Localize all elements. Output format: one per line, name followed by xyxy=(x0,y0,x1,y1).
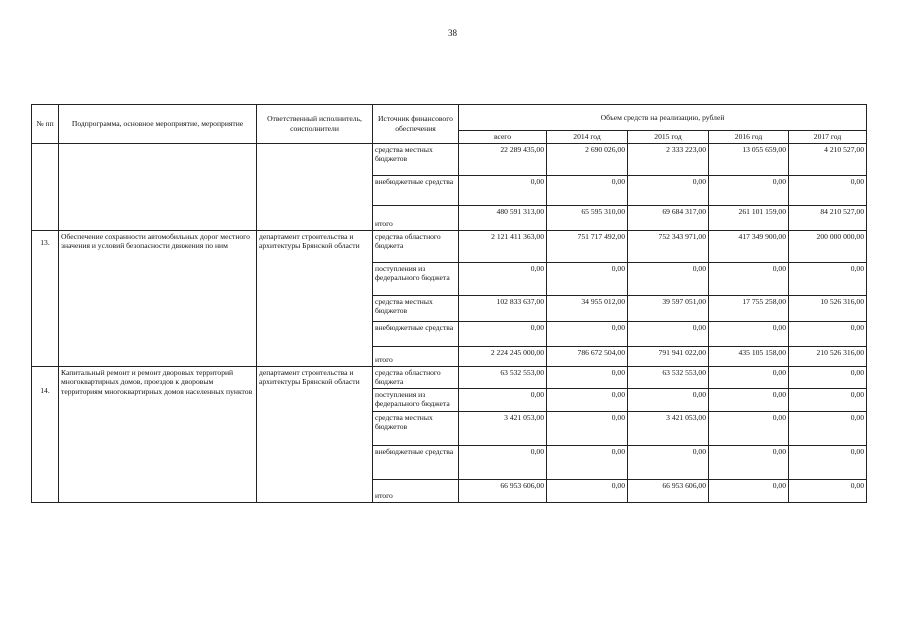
cell-source: средства местных бюджетов xyxy=(373,143,459,175)
cell-2014: 34 955 012,00 xyxy=(547,295,628,321)
cell-total: 0,00 xyxy=(459,262,547,295)
cell-2016: 417 349 900,00 xyxy=(709,230,789,262)
cell-source: поступления из федерального бюджета xyxy=(373,388,459,411)
cell-2017: 0,00 xyxy=(789,262,867,295)
cell-2017: 0,00 xyxy=(789,411,867,445)
cell-2016: 435 105 158,00 xyxy=(709,346,789,366)
cell-executor: департамент строительства и архитектуры Брянской области xyxy=(257,366,373,502)
cell-total: 0,00 xyxy=(459,321,547,346)
cell-source: внебюджетные средства xyxy=(373,175,459,205)
header-source: Источник финансового обеспечения xyxy=(373,105,459,144)
cell-total: 480 591 313,00 xyxy=(459,205,547,230)
header-2014: 2014 год xyxy=(547,131,628,144)
cell-total: 3 421 053,00 xyxy=(459,411,547,445)
cell-2015: 63 532 553,00 xyxy=(628,366,709,388)
cell-source: итого xyxy=(373,479,459,502)
cell-executor: департамент строительства и архитектуры Брянской области xyxy=(257,230,373,366)
cell-2016: 0,00 xyxy=(709,445,789,479)
cell-source: средства местных бюджетов xyxy=(373,295,459,321)
cell-source: средства областного бюджета xyxy=(373,366,459,388)
cell-2016: 17 755 258,00 xyxy=(709,295,789,321)
cell-2015: 0,00 xyxy=(628,175,709,205)
cell-total: 66 953 606,00 xyxy=(459,479,547,502)
cell-source: внебюджетные средства xyxy=(373,321,459,346)
cell-2014: 751 717 492,00 xyxy=(547,230,628,262)
cell-2014: 786 672 504,00 xyxy=(547,346,628,366)
cell-2016: 13 055 659,00 xyxy=(709,143,789,175)
cell-2014: 0,00 xyxy=(547,388,628,411)
cell-total: 63 532 553,00 xyxy=(459,366,547,388)
cell-2017: 0,00 xyxy=(789,388,867,411)
header-total: всего xyxy=(459,131,547,144)
header-program: Подпрограмма, основное мероприятие, мероприятие xyxy=(59,105,257,144)
cell-2015: 39 597 051,00 xyxy=(628,295,709,321)
table-row xyxy=(32,230,867,262)
cell-2015: 3 421 053,00 xyxy=(628,411,709,445)
cell-total: 22 289 435,00 xyxy=(459,143,547,175)
cell-total: 0,00 xyxy=(459,445,547,479)
cell-2015: 0,00 xyxy=(628,321,709,346)
cell-2017: 0,00 xyxy=(789,366,867,388)
header-2017: 2017 год xyxy=(789,131,867,144)
cell-num xyxy=(32,230,59,366)
cell-2016: 0,00 xyxy=(709,388,789,411)
cell-2015: 752 343 971,00 xyxy=(628,230,709,262)
cell-total: 0,00 xyxy=(459,388,547,411)
cell-source: внебюджетные средства xyxy=(373,445,459,479)
cell-2015: 0,00 xyxy=(628,262,709,295)
cell-2015: 69 684 317,00 xyxy=(628,205,709,230)
table-row xyxy=(32,366,867,388)
cell-num xyxy=(32,366,59,502)
cell-2016: 0,00 xyxy=(709,321,789,346)
cell-2017: 4 210 527,00 xyxy=(789,143,867,175)
header-2016: 2016 год xyxy=(709,131,789,144)
cell-2017: 0,00 xyxy=(789,479,867,502)
cell-program xyxy=(59,143,257,230)
cell-executor xyxy=(257,143,373,230)
cell-source: итого xyxy=(373,346,459,366)
cell-2017: 210 526 316,00 xyxy=(789,346,867,366)
cell-2017: 10 526 316,00 xyxy=(789,295,867,321)
cell-2017: 0,00 xyxy=(789,175,867,205)
cell-2017: 0,00 xyxy=(789,321,867,346)
cell-2014: 0,00 xyxy=(547,321,628,346)
cell-2017: 0,00 xyxy=(789,445,867,479)
cell-2014: 0,00 xyxy=(547,366,628,388)
cell-source: итого xyxy=(373,205,459,230)
cell-2015: 0,00 xyxy=(628,388,709,411)
cell-2014: 0,00 xyxy=(547,479,628,502)
cell-2015: 2 333 223,00 xyxy=(628,143,709,175)
cell-num xyxy=(32,143,59,230)
row-number: 14. xyxy=(40,385,50,395)
cell-2014: 0,00 xyxy=(547,175,628,205)
cell-2014: 0,00 xyxy=(547,445,628,479)
cell-2016: 0,00 xyxy=(709,175,789,205)
cell-2016: 0,00 xyxy=(709,411,789,445)
cell-total: 2 224 245 000,00 xyxy=(459,346,547,366)
header-executor: Ответственный исполнитель, соисполнители xyxy=(257,105,373,144)
header-volume: Объем средств на реализацию, рублей xyxy=(459,105,867,131)
row-number: 13. xyxy=(40,237,50,247)
cell-2015: 791 941 022,00 xyxy=(628,346,709,366)
table-header xyxy=(32,105,867,144)
header-2015: 2015 год xyxy=(628,131,709,144)
cell-2014: 0,00 xyxy=(547,411,628,445)
cell-2016: 0,00 xyxy=(709,262,789,295)
budget-table xyxy=(31,104,867,503)
cell-total: 0,00 xyxy=(459,175,547,205)
cell-2016: 0,00 xyxy=(709,366,789,388)
cell-2015: 0,00 xyxy=(628,445,709,479)
table-row xyxy=(32,143,867,175)
cell-program: Обеспечение сохранности автомобильных дорог местного значения и условий безопасности движения по ним xyxy=(59,230,257,366)
cell-2014: 2 690 026,00 xyxy=(547,143,628,175)
cell-2015: 66 953 606,00 xyxy=(628,479,709,502)
cell-total: 102 833 637,00 xyxy=(459,295,547,321)
cell-source: средства местных бюджетов xyxy=(373,411,459,445)
cell-program: Капитальный ремонт и ремонт дворовых территорий многоквартирных домов, проездов к дворовым территориям многоквартирных домов населенных пунктов xyxy=(59,366,257,502)
cell-source: поступления из федерального бюджета xyxy=(373,262,459,295)
cell-2016: 261 101 159,00 xyxy=(709,205,789,230)
cell-source: средства областного бюджета xyxy=(373,230,459,262)
cell-2017: 84 210 527,00 xyxy=(789,205,867,230)
cell-total: 2 121 411 363,00 xyxy=(459,230,547,262)
cell-2014: 0,00 xyxy=(547,262,628,295)
cell-2016: 0,00 xyxy=(709,479,789,502)
cell-2017: 200 000 000,00 xyxy=(789,230,867,262)
cell-2014: 65 595 310,00 xyxy=(547,205,628,230)
page-number: 38 xyxy=(448,28,457,38)
header-num: № пп xyxy=(32,105,59,144)
